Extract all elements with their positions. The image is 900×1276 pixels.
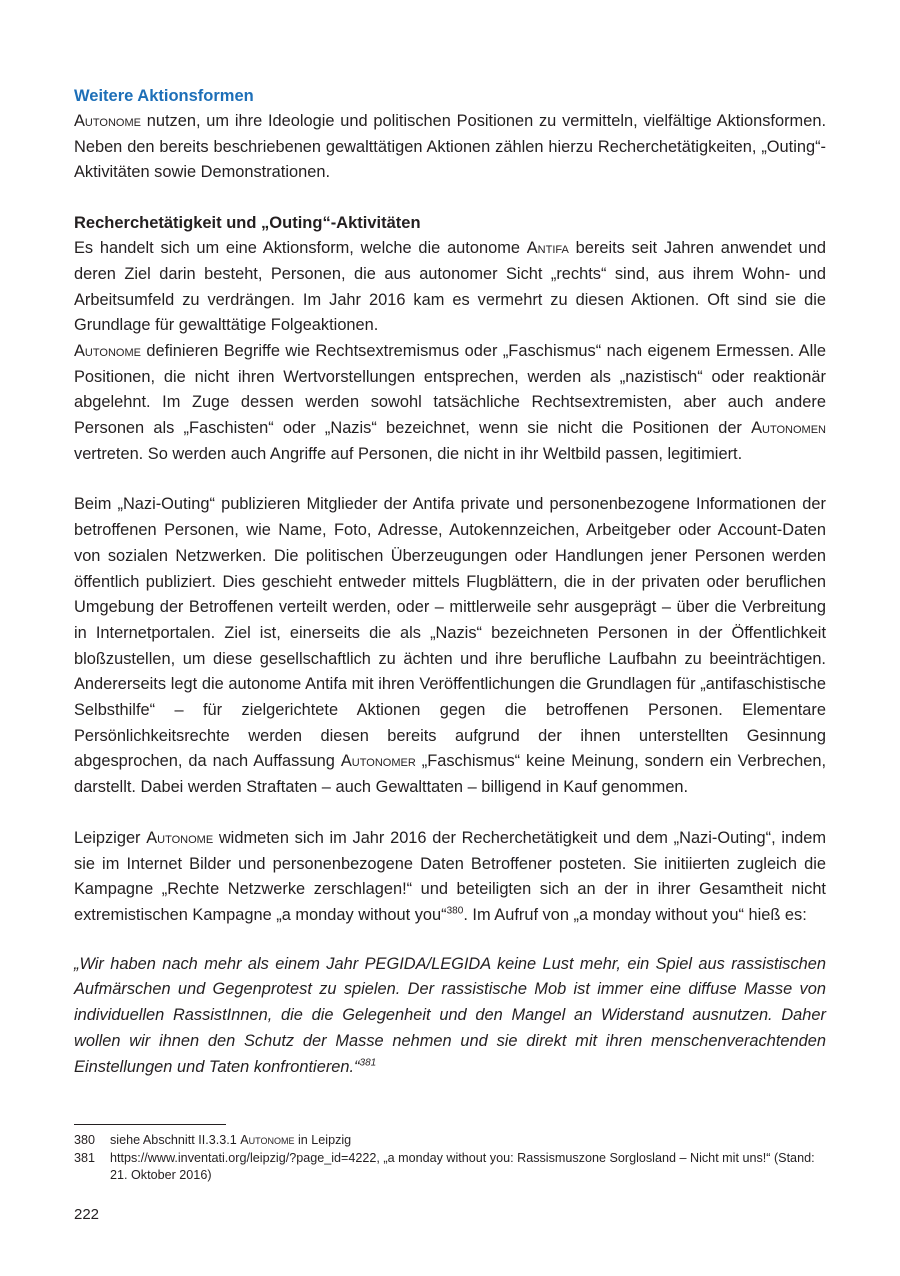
- footnote-380: [74, 1132, 834, 1149]
- small-caps-term: Autonome: [74, 341, 141, 360]
- paragraph-text: vertreten. So werden auch Angriffe auf Personen, die nicht in ihr Weltbild passen, legitimiert.: [74, 444, 743, 463]
- small-caps-term: Autonome: [74, 112, 141, 130]
- paragraph-text: Leipziger: [74, 828, 147, 847]
- block-quote: [74, 952, 826, 1081]
- section-heading-weitere-aktionsformen: Weitere Aktionsformen: [74, 87, 254, 105]
- paragraph-text: . Im Aufruf von „a monday without you“ hieß es:: [463, 905, 807, 924]
- paragraph-recherche-1: [74, 236, 826, 339]
- paragraph-text: nutzen, um ihre Ideologie und politischen Positionen zu vermitteln, vielfältige Aktionsformen. Neben den bereits beschriebenen gewalttätigen Aktionen zählen hierzu Recherchetätigkeiten, „Outing“-Aktivitäten sowie Demonstrationen.: [74, 112, 826, 182]
- paragraph-text: „Faschismus“ keine Meinung, sondern ein Verbrechen, darstellt. Dabei werden Straftaten – auch Gewalttaten – billigend in Kauf genommen.: [74, 752, 826, 797]
- footnote-text: [110, 1132, 834, 1149]
- paragraph-intro: [74, 109, 826, 186]
- footnote-text-part: in Leipzig: [294, 1133, 352, 1147]
- small-caps-term: Autonomer: [340, 752, 416, 771]
- footnote-text-part: siehe Abschnitt II.3.3.1: [110, 1133, 241, 1147]
- paragraph-text: bereits seit Jahren anwendet und deren Ziel darin besteht, Personen, die aus autonomer Sicht „rechts“ sind, aus ihrem Wohn- und Arbeitsumfeld zu verdrängen. Im Jahr 2016 kam es vermehrt zu diesen Aktionen. Oft sind sie die Grundlage für gewalttätige Folgeaktionen.: [74, 239, 826, 335]
- small-caps-term: Autonome: [146, 828, 214, 847]
- footnote-divider: [74, 1124, 226, 1125]
- footnote-text: https://www.inventati.org/leipzig/?page_id=4222, „a monday without you: Rassismuszone Sorglosland – Nicht mit uns!“ (Stand: 21. Oktober 2016): [110, 1151, 815, 1182]
- quote-text: „Wir haben nach mehr als einem Jahr PEGIDA/LEGIDA keine Lust mehr, ein Spiel aus rassistischen Aufmärschen und Gegenprotest zu spielen. Der rassistische Mob ist immer eine diffuse Masse von individuellen RassistInnen, die die Gelegenheit und den Mangel an Widerstand ausnutzen. Daher wollen wir ihnen den Schutz der Masse nehmen und sie direkt mit ihren menschenverachtenden Einstellungen und Taten konfrontieren.“: [74, 954, 826, 1076]
- page-body: [74, 84, 826, 1080]
- footnote-number: 380: [74, 1133, 96, 1147]
- footnote-number: 381: [74, 1151, 96, 1165]
- footnote-ref-380[interactable]: 380: [446, 905, 464, 917]
- paragraph-text: Es handelt sich um eine Aktionsform, welche die autonome: [74, 239, 527, 258]
- section-heading-recherche: Recherchetätigkeit und „Outing“-Aktivitäten: [74, 214, 421, 233]
- small-caps-term: Antifa: [526, 239, 569, 258]
- paragraph-text: definieren Begriffe wie Rechtsextremismus oder „Faschismus“ nach eigenem Ermessen. Alle Positionen, die nicht ihren Wertvorstellungen entsprechen, werden als „nazistisch“ oder reaktionär abgelehnt. Im Zuge dessen werden sowohl tatsächliche Rechtsextremisten, aber auch andere Personen als „Faschisten“ oder „Nazis“ bezeichnet, wenn sie nicht die Positionen der: [74, 341, 826, 438]
- paragraph-text: widmeten sich im Jahr 2016 der Recherchetätigkeit und dem „Nazi-Outing“, indem sie im Internet Bilder und personenbezogene Daten Betroffener posteten. Sie initiierten zugleich die Kampagne „Rechte Netzwerke zerschlagen!“ und beteiligten sich an der in ihrer Gesamtheit nicht extremistischen Kampagne „a monday without you“: [74, 828, 826, 924]
- paragraph-leipzig: [74, 826, 826, 929]
- page-number: 222: [74, 1206, 100, 1223]
- small-caps-term: Autonomen: [751, 419, 826, 438]
- footnote-ref-381[interactable]: 381: [359, 1057, 377, 1069]
- paragraph-text: Beim „Nazi-Outing“ publizieren Mitglieder der Antifa private und personenbezogene Informationen der betroffenen Personen, wie Name, Foto, Adresse, Autokennzeichen, Arbeitgeber oder Account-Daten von sozialen Netzwerken. Die politischen Überzeugungen oder Handlungen jener Personen werden öffentlich publiziert. Dies geschieht entweder mittels Flugblättern, die in der privaten oder beruflichen Umgebung der Betroffenen verteilt werden, oder – mittlerweile sehr ausgeprägt – über die Verbreitung in Internetportalen. Ziel ist, einerseits die als „Nazis“ bezeichneten Personen in der Öffentlichkeit bloßzustellen, um diese gesellschaftlich zu ächten und ihre berufliche Laufbahn zu beeinträchtigen. Andererseits legt die autonome Antifa mit ihren Veröffentlichungen die Grundlagen für „antifaschistische Selbsthilfe“ – für zielgerichtete Aktionen gegen die betroffenen Personen. Elementare Persönlichkeitsrechte werden diesen bereits aufgrund der ihnen unterstellten Gesinnung abgesprochen, da nach Auffassung: [74, 495, 826, 771]
- paragraph-recherche-2: [74, 339, 826, 468]
- small-caps-term: Autonome: [240, 1133, 295, 1147]
- paragraph-nazi-outing: [74, 492, 826, 800]
- footnote-381: [74, 1150, 834, 1184]
